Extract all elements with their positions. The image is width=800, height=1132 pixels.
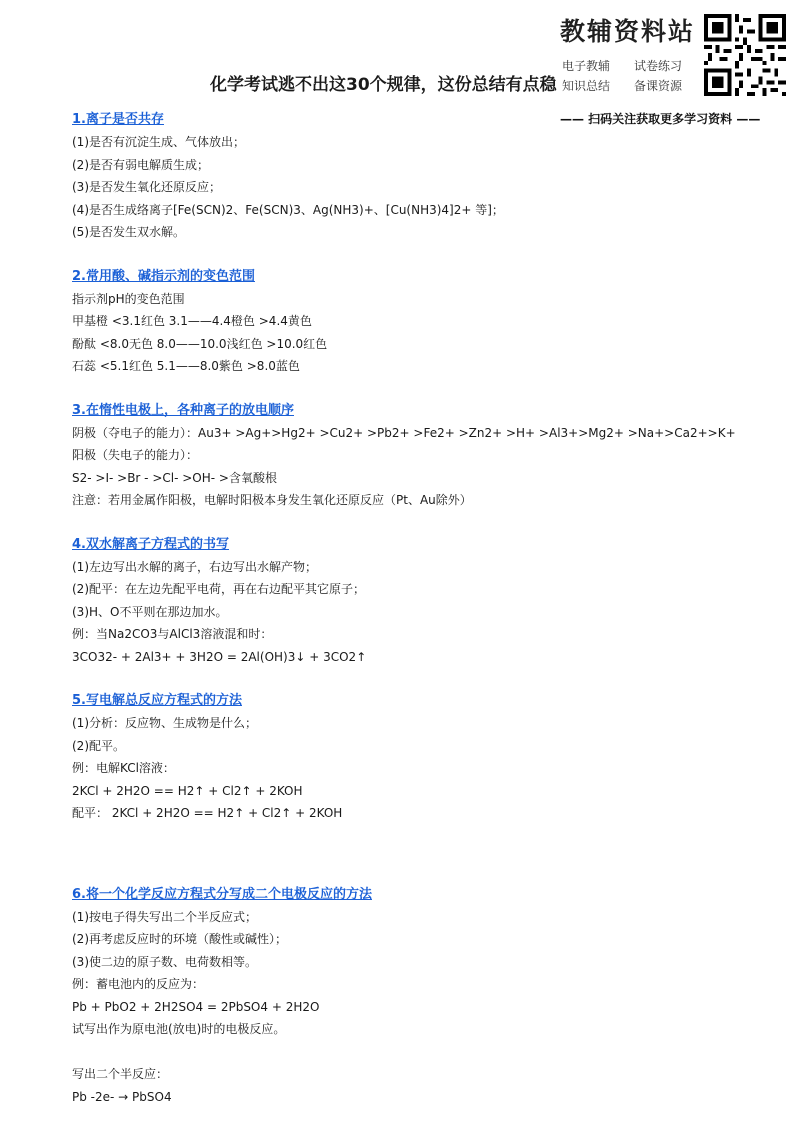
text-line: 例：蓄电池内的反应为： <box>72 977 205 991</box>
qr-code-icon[interactable] <box>704 14 786 96</box>
tag-lesson-resources: 备课资源 <box>634 79 683 93</box>
text-line: 配平： 2KCl + 2H2O == H2↑ + Cl2↑ + 2KOH <box>72 806 343 820</box>
brand-logo: 教辅资料站 <box>560 17 696 46</box>
text-line: 阴极（夺电子的能力）：Au3+ >Ag+>Hg2+ >Cu2+ >Pb2+ >Fe2+ >Zn2+ >H+ >Al3+>Mg2+ >Na+>Ca2+>K+ <box>72 425 736 440</box>
text-line: (4)是否生成络离子[Fe(SCN)2、Fe(SCN)3、Ag(NH3)+、[Cu(NH3)4]2+ 等]； <box>72 202 504 217</box>
section-indicator-ranges <box>72 265 712 378</box>
text-line: 例：电解KCl溶液： <box>72 761 175 775</box>
text-line: 例：当Na2CO3与AlCl3溶液混和时： <box>72 627 273 641</box>
text-line: S2- >I- >Br - >Cl- >OH- >含氧酸根 <box>72 470 277 485</box>
text-line: 石蕊 <5.1红色 5.1——8.0紫色 >8.0蓝色 <box>72 359 300 373</box>
text-line: (2)配平：在左边先配平电荷，再在右边配平其它原子； <box>72 582 366 596</box>
text-line: (1)左边写出水解的离子，右边写出水解产物； <box>72 559 317 574</box>
text-line: 注意：若用金属作阳极，电解时阳极本身发生氧化还原反应（Pt、Au除外） <box>72 493 472 507</box>
text-line: (3)使二边的原子数、电荷数相等。 <box>72 954 257 969</box>
section-heading: 3.在惰性电极上，各种离子的放电顺序 <box>72 402 294 418</box>
text-line: (5)是否发生双水解。 <box>72 225 185 239</box>
text-line: 阳极（失电子的能力）： <box>72 448 199 462</box>
text-line: 指示剂pH的变色范围 <box>72 291 185 306</box>
tag-knowledge-summary: 知识总结 <box>562 79 611 93</box>
text-line: 酚酞 <8.0无色 8.0——10.0浅红色 >10.0红色 <box>72 336 328 351</box>
tag-e-textbook: 电子教辅 <box>562 59 611 73</box>
blank-line <box>72 1041 712 1064</box>
section-electrolysis-equation <box>72 689 712 825</box>
text-line: Pb -2e- → PbSO4 <box>72 1089 172 1104</box>
text-line: 写出二个半反应： <box>72 1067 169 1081</box>
text-line: (1)是否有沉淀生成、气体放出； <box>72 135 245 149</box>
text-line: Pb + PbO2 + 2H2SO4 = 2PbSO4 + 2H2O <box>72 999 320 1014</box>
text-line: 2KCl + 2H2O == H2↑ + Cl2↑ + 2KOH <box>72 783 303 798</box>
text-line: 试写出作为原电池(放电)时的电极反应。 <box>72 1022 286 1036</box>
text-line: (2)是否有弱电解质生成； <box>72 157 209 172</box>
section-double-hydrolysis <box>72 533 712 669</box>
section-heading: 2.常用酸、碱指示剂的变色范围 <box>72 268 255 284</box>
brand-tags <box>562 56 706 96</box>
section-heading: 4.双水解离子方程式的书写 <box>72 536 229 552</box>
section-heading: 6.将一个化学反应方程式分写成二个电极反应的方法 <box>72 886 372 902</box>
page-title: 化学考试逃不出这30个规律，这份总结有点稳 <box>210 75 557 95</box>
section-heading: 5.写电解总反应方程式的方法 <box>72 693 242 708</box>
text-line: (3)H、O不平则在那边加水。 <box>72 604 228 619</box>
tag-exam-practice: 试卷练习 <box>634 59 683 73</box>
section-heading: 1.离子是否共存 <box>72 112 164 127</box>
text-line: 甲基橙 <3.1红色 3.1——4.4橙色 >4.4黄色 <box>72 314 312 328</box>
text-line: (3)是否发生氧化还原反应； <box>72 180 221 194</box>
text-line: (2)再考虑反应时的环境（酸性或碱性）； <box>72 932 287 946</box>
scan-qr-caption: —— 扫码关注获取更多学习资料 —— <box>560 112 761 126</box>
text-line: 3CO32- + 2Al3+ + 3H2O = 2Al(OH)3↓ + 3CO2↑ <box>72 649 367 664</box>
text-line: (1)按电子得失写出二个半反应式； <box>72 909 257 924</box>
text-line: (2)配平。 <box>72 738 125 753</box>
text-line: (1)分析：反应物、生成物是什么； <box>72 716 257 730</box>
section-discharge-order <box>72 399 736 512</box>
section-ion-coexistence <box>72 108 712 244</box>
section-electrode-half-reactions <box>72 883 712 1109</box>
document-body <box>72 108 736 1129</box>
